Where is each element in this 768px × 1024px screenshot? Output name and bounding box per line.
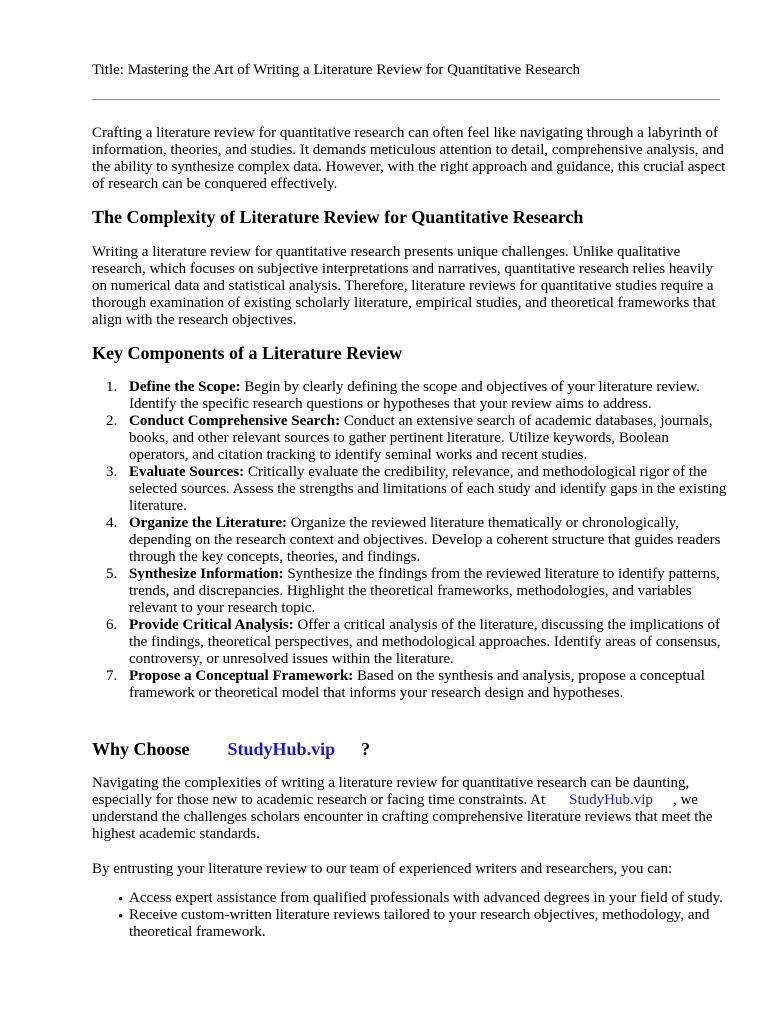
- list-item: 5. Synthesize Information: Synthesize the findings from the reviewed literature to identify patterns, trends, and discrepancies. Highlight the theoretical frameworks, methodologies, and variables relevant to your research topic.: [106, 566, 720, 616]
- list-item: 2. Conduct Comprehensive Search: Conduct an extensive search of academic databases, journals, books, and other relevant sources to gather pertinent literature. Utilize keywords, Boolean operators, and citation tracking to identify seminal works and recent studies.: [106, 413, 713, 463]
- document-title: Title: Mastering the Art of Writing a Literature Review for Quantitative Research: [92, 62, 581, 78]
- list-item: 7. Propose a Conceptual Framework: Based on the synthesis and analysis, propose a conceptual framework or theoretical model that informs your research design and hypotheses.: [106, 668, 705, 701]
- list-item: 4. Organize the Literature: Organize the reviewed literature thematically or chronologically, depending on the research context and objectives. Develop a coherent structure that guides readers through the key concepts, theories, and findings.: [106, 515, 721, 565]
- studyhub-inline-link[interactable]: StudyHub.vip: [569, 792, 653, 808]
- studyhub-heading-link[interactable]: StudyHub.vip: [227, 739, 336, 759]
- list-item: 6. Provide Critical Analysis: Offer a critical analysis of the literature, discussing the implications of the findings, theoretical perspectives, and methodological approaches. Identify areas of consensus, controversy, or unresolved issues within the literature.: [106, 617, 721, 667]
- section-heading-key-components: Key Components of a Literature Review: [92, 343, 403, 363]
- intro-paragraph: Crafting a literature review for quantitative research can often feel like navigating through a labyrinth of information, theories, and studies. It demands meticulous attention to detail, comprehensive analysis, and the ability to synthesize complex data. However, with the right approach and guidance, this crucial aspect of research can be conquered effectively.: [92, 125, 726, 192]
- title-divider: [92, 99, 720, 100]
- benefits-list: [92, 890, 728, 941]
- complexity-paragraph: Writing a literature review for quantitative research presents unique challenges. Unlike qualitative research, which focuses on subjective interpretations and narratives, quantitative research relies heavily on numerical data and statistical analysis. Therefore, literature reviews for quantitative studies require a thorough examination of existing scholarly literature, empirical studies, and theoretical frameworks that align with the research objectives.: [92, 244, 716, 328]
- list-item: 3. Evaluate Sources: Critically evaluate the credibility, relevance, and methodological rigor of the selected sources. Assess the strengths and limitations of each study and identify gaps in the existing literature.: [106, 464, 727, 514]
- entrust-lead: By entrusting your literature review to our team of experienced writers and researchers, you can:: [92, 861, 673, 877]
- section-heading-why-choose: Why Choose StudyHub.vip ?: [92, 739, 371, 759]
- list-item: • Receive custom-written literature reviews tailored to your research objectives, methodology, and theoretical framework.: [118, 907, 710, 940]
- key-components-list: [92, 379, 728, 702]
- why-choose-paragraph: Navigating the complexities of writing a literature review for quantitative research can be daunting, especially for those new to academic research or facing time constraints. At StudyHub.vip , we understand the challenges scholars encounter in crafting comprehensive literature reviews that meet the highest academic standards.: [92, 775, 713, 842]
- bullet-icon: •: [118, 909, 124, 925]
- bullet-icon: •: [118, 892, 124, 908]
- list-item: 1. Define the Scope: Begin by clearly defining the scope and objectives of your literature review. Identify the specific research questions or hypotheses that your review aims to address.: [106, 379, 700, 412]
- list-item: • Access expert assistance from qualified professionals with advanced degrees in your field of study.: [118, 890, 723, 908]
- section-heading-complexity: The Complexity of Literature Review for Quantitative Research: [92, 207, 584, 227]
